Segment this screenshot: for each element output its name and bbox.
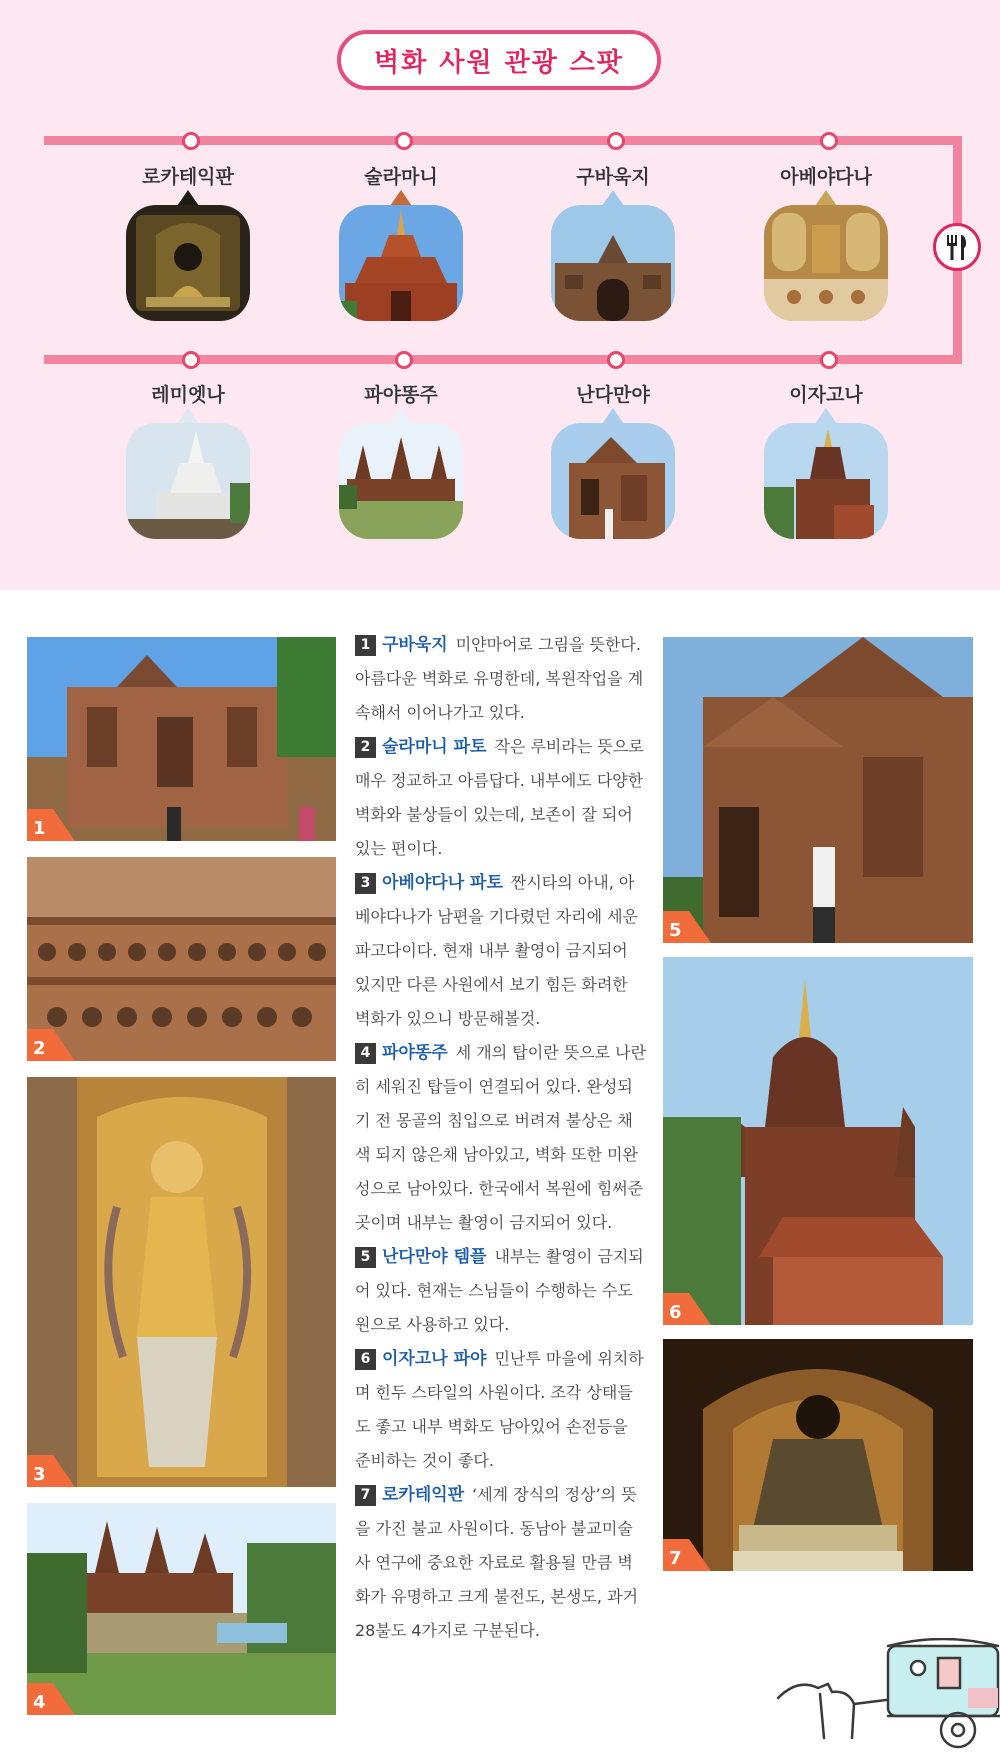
- entry-number: 6: [355, 1349, 376, 1370]
- route-node: [182, 132, 200, 150]
- image-pointer: [815, 408, 837, 424]
- spot-label-nandamannya: 난다만야: [576, 384, 650, 406]
- photo-number-badge: 7: [663, 1539, 711, 1571]
- entry-title: 파야똥주: [382, 1043, 448, 1063]
- photo-gubyaukgyi: [27, 637, 336, 841]
- entry-title: 로카테익판: [382, 1485, 465, 1505]
- spot-image-abeyadana: [764, 205, 888, 321]
- photo-number-badge: 3: [27, 1455, 75, 1487]
- entry-number: 5: [355, 1247, 376, 1268]
- photo-number-badge: 6: [663, 1293, 711, 1325]
- entry-text: ‘세계 장식의 정상’의 뜻을 가진 불교 사원이다. 동남아 불교미술사 연구에 중요한 자료로 활용될 만큼 벽화가 유명하고 크게 불전도, 본생도, 과거 28불도 4가지로 구분된다.: [355, 1485, 638, 1640]
- entry-nandamannya: [355, 1240, 647, 1342]
- image-pointer: [602, 190, 624, 206]
- spot-image-lokateikpan: [126, 205, 250, 321]
- spot-label-sulamani: 술라마니: [364, 166, 438, 188]
- entry-text: 민난투 마을에 위치하며 힌두 스타일의 사원이다. 조각 상태들도 좋고 내부 벽화도 남아있어 손전등을 준비하는 것이 좋다.: [355, 1349, 644, 1470]
- image-pointer: [177, 190, 199, 206]
- route-node: [607, 132, 625, 150]
- entry-text: 세 개의 탑이란 뜻으로 나란히 세워진 탑들이 연결되어 있다. 완성되기 전 몽골의 침입으로 버려져 불상은 채색 되지 않은채 남아있고, 벽화 또한 미완성으로 남아있다. 한국에서 복원에 힘써준 곳이며 내부는 촬영이 금지되어 있다.: [355, 1043, 647, 1232]
- image-pointer: [602, 408, 624, 424]
- restaurant-icon: [933, 223, 981, 271]
- spot-image-payathonzu: [339, 423, 463, 539]
- spot-image-lemyethna: [126, 423, 250, 539]
- route-node: [607, 351, 625, 369]
- spot-label-lokateikpan: 로카테익판: [142, 166, 234, 188]
- spot-label-lemyethna: 레미엣나: [151, 384, 225, 406]
- spot-image-izagawna: [764, 423, 888, 539]
- photo-mural-rows: [27, 857, 336, 1061]
- entry-text: 작은 루비라는 뜻으로 매우 정교하고 아름답다. 내부에도 다양한 벽화와 불상들이 있는데, 보존이 잘 되어 있는 편이다.: [355, 737, 644, 858]
- entry-lokateikpan: [355, 1478, 647, 1648]
- zigzag-edge: [0, 570, 1000, 590]
- entry-gubyaukgyi: [355, 628, 647, 730]
- spot-label-izagawna: 이자고나: [789, 384, 863, 406]
- entry-number: 4: [355, 1043, 376, 1064]
- photo-number-badge: 5: [663, 911, 711, 943]
- entry-title: 술라마니 파토: [382, 737, 487, 757]
- photo-payathonzu: [27, 1503, 336, 1715]
- spot-image-sulamani: [339, 205, 463, 321]
- photo-izagawna: [663, 957, 973, 1325]
- image-pointer: [815, 190, 837, 206]
- route-panel: [0, 0, 1000, 590]
- entry-title: 구바욱지: [382, 635, 448, 655]
- entry-text: 내부는 촬영이 금지되어 있다. 현재는 스님들이 수행하는 수도원으로 사용하고 있다.: [355, 1247, 644, 1334]
- photo-number-badge: 1: [27, 809, 75, 841]
- temple-descriptions: [355, 628, 647, 1648]
- page-title: 벽화 사원 관광 스팟: [337, 30, 661, 90]
- entry-text: 미얀마어로 그림을 뜻한다. 아름다운 벽화로 유명한데, 복원작업을 계속해서 이어나가고 있다.: [355, 635, 644, 722]
- entry-title: 이자고나 파야: [382, 1349, 487, 1369]
- image-pointer: [390, 408, 412, 424]
- spot-label-abeyadana: 아베야다나: [780, 166, 872, 188]
- route-node: [182, 351, 200, 369]
- horse-cart-illustration: [768, 1638, 1000, 1749]
- image-pointer: [177, 408, 199, 424]
- entry-title: 난다만야 템플: [382, 1247, 487, 1267]
- photo-nandamannya: [663, 637, 973, 943]
- route-node: [820, 351, 838, 369]
- entry-number: 3: [355, 873, 376, 894]
- entry-title: 아베야다나 파토: [382, 873, 503, 893]
- image-pointer: [390, 190, 412, 206]
- photo-buddha-statue: [663, 1339, 973, 1571]
- entry-izagawna: [355, 1342, 647, 1478]
- route-node: [395, 132, 413, 150]
- spot-image-gubyaukgyi: [551, 205, 675, 321]
- entry-abeyadana: [355, 866, 647, 1036]
- entry-payathonzu: [355, 1036, 647, 1240]
- spot-label-payathonzu: 파야똥주: [364, 384, 438, 406]
- photo-number-badge: 2: [27, 1029, 75, 1061]
- entry-number: 2: [355, 737, 376, 758]
- route-node: [820, 132, 838, 150]
- photo-bodhisattva-mural: [27, 1077, 336, 1487]
- entry-text: 짠시타의 아내, 아베야다나가 남편을 기다렸던 자리에 세운 파고다이다. 현재 내부 촬영이 금지되어 있지만 다른 사원에서 보기 힘든 화려한 벽화가 있으니 방문해볼것.: [355, 873, 639, 1028]
- entry-number: 7: [355, 1485, 376, 1506]
- spot-label-gubyaukgyi: 구바욱지: [576, 166, 650, 188]
- route-node: [395, 351, 413, 369]
- entry-number: 1: [355, 635, 376, 656]
- spot-image-nandamannya: [551, 423, 675, 539]
- photo-number-badge: 4: [27, 1683, 75, 1715]
- entry-sulamani: [355, 730, 647, 866]
